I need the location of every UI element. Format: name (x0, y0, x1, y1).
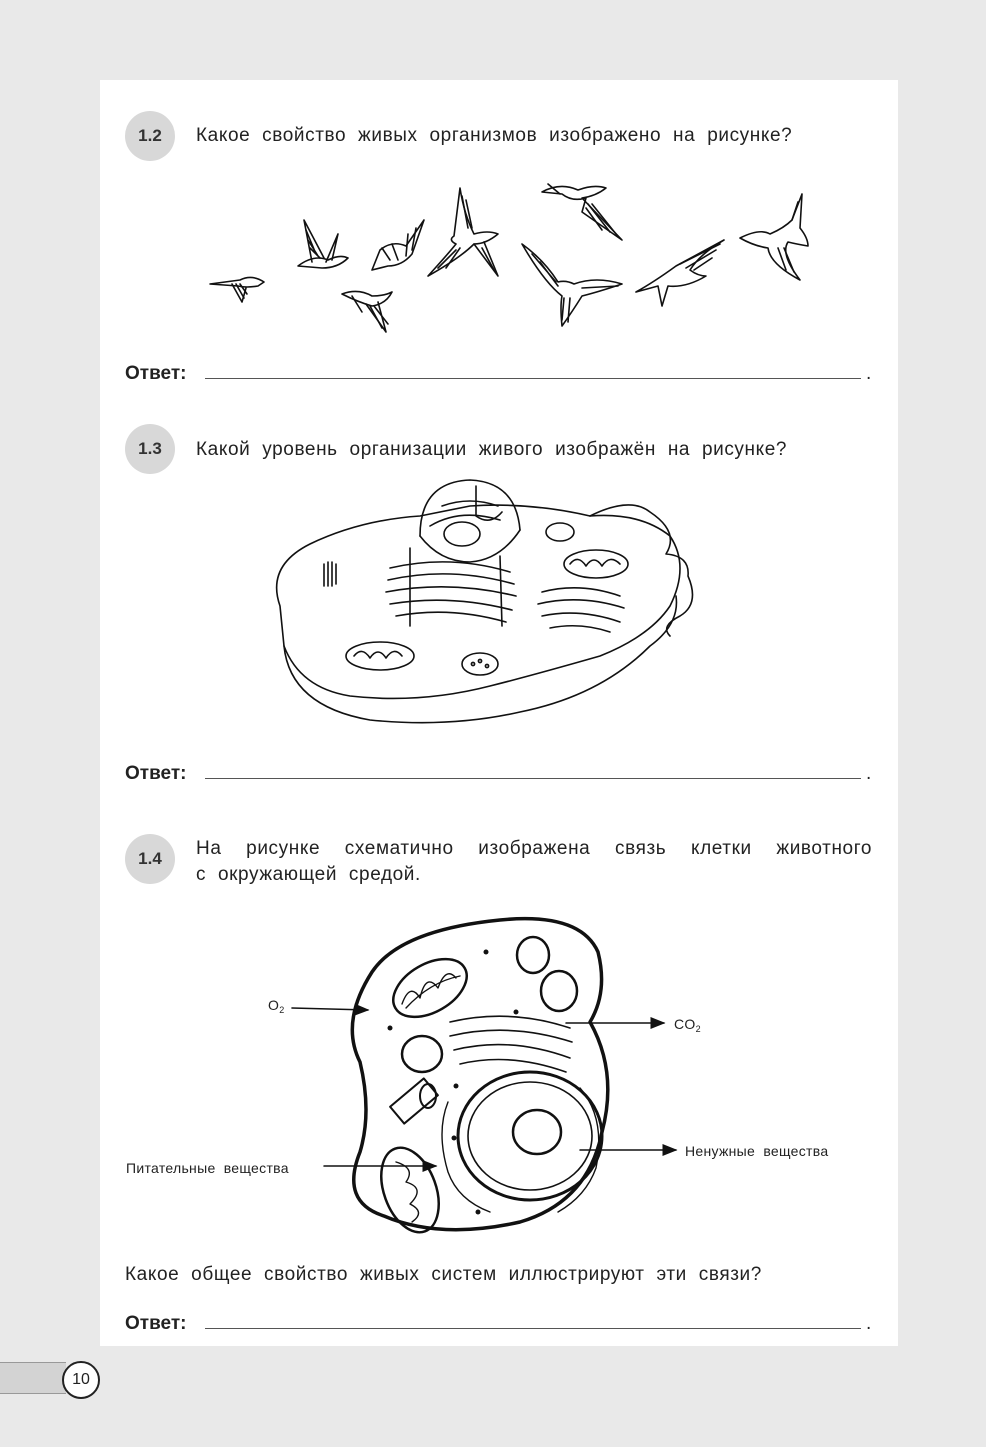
answer-field-1-3[interactable] (205, 778, 861, 779)
question-1-3-text: Какой уровень организации живого изображён на рисунке? (196, 439, 788, 460)
label-co2: $CO_2$ (674, 1016, 701, 1034)
answer-label-1-4: Ответ: (125, 1313, 187, 1334)
answer-field-1-4[interactable] (205, 1328, 861, 1329)
question-1-4-line1: На рисунке схематично изображена связь клетки животного (196, 838, 872, 859)
page-number: 10 (62, 1361, 100, 1399)
question-number-1-3: 1.3 (125, 424, 175, 474)
birds-illustration (200, 180, 820, 340)
animal-cell-diagram (280, 912, 680, 1242)
answer-label-1-3: Ответ: (125, 763, 187, 784)
answer-field-1-2[interactable] (205, 378, 861, 379)
question-1-4-prompt: Какое общее свойство живых систем иллюстрируют эти связи? (125, 1264, 762, 1285)
label-nutrients: Питательные вещества (126, 1160, 289, 1176)
label-waste: Ненужные вещества (685, 1143, 829, 1159)
label-o2: $O_2$ (268, 997, 285, 1015)
question-number-1-2: 1.2 (125, 111, 175, 161)
answer-label-1-2: Ответ: (125, 363, 187, 384)
question-number-1-4: 1.4 (125, 834, 175, 884)
plant-cell-illustration (270, 476, 710, 732)
footer-bar (0, 1362, 66, 1394)
question-1-2-text: Какое свойство живых организмов изображено на рисунке? (196, 125, 793, 146)
answer-end-1-4: . (866, 1313, 872, 1334)
question-1-4-line2: с окружающей средой. (196, 864, 421, 885)
answer-end-1-2: . (866, 363, 872, 384)
answer-end-1-3: . (866, 763, 872, 784)
